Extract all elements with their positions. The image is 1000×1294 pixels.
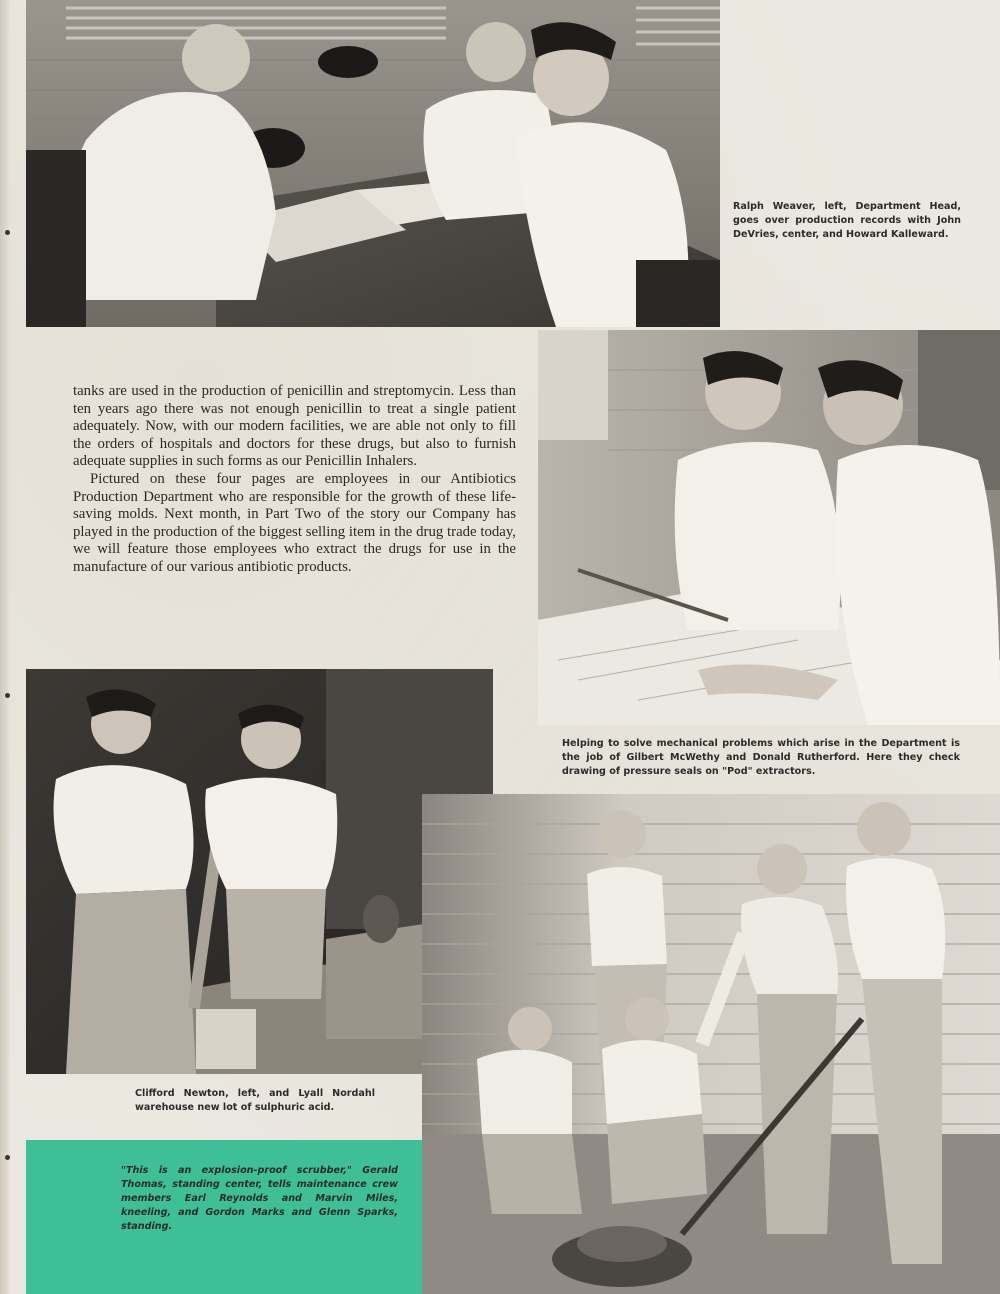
article-paragraph: Pictured on these four pages are employees in our Antibiotics Production Department who are responsible for the growth of these life-saving molds. Next month, in Part Two of the story our Company has played in the production of the biggest selling item in the drug trade today, we will feature those employees who extract the drugs for use in the manufacture of our various antibiotic products. <box>73 470 516 575</box>
article-paragraph: tanks are used in the production of penicillin and streptomycin. Less than ten years ago there was not enough penicillin to treat a single patient adequately. Now, with our modern facilities, we are able not only to fill the orders of hospitals and doctors for these drugs, but also to furnish adequate supplies in such forms as our Penicillin Inhalers. <box>73 383 516 470</box>
caption-pressure-seal-drawing: Helping to solve mechanical problems which arise in the Department is the job of Gilbert McWethy and Donald Rutherford. Here they check drawing of pressure seals on "Pod" extractors. <box>562 738 960 777</box>
binding-hole <box>5 230 10 235</box>
photo-maintenance-crew <box>422 794 1000 1294</box>
caption-warehouse-acid: Clifford Newton, left, and Lyall Nordahl warehouse new lot of sulphuric acid. <box>135 1088 375 1113</box>
article-body <box>73 383 516 577</box>
caption-production-records: Ralph Weaver, left, Department Head, goes over production records with John DeVries, center, and Howard Kalleward. <box>733 201 961 240</box>
binding-hole <box>5 693 10 698</box>
binding-edge <box>0 0 10 1294</box>
photo-pressure-seal-drawing <box>538 330 1000 725</box>
binding-hole <box>5 1155 10 1160</box>
caption-maintenance-crew: "This is an explosion-proof scrubber," Gerald Thomas, standing center, tells maintenance crew members Earl Reynolds and Marvin Miles, kneeling, and Gordon Marks and Glenn Sparks, standing. <box>121 1165 398 1232</box>
photo-production-records <box>26 0 720 327</box>
